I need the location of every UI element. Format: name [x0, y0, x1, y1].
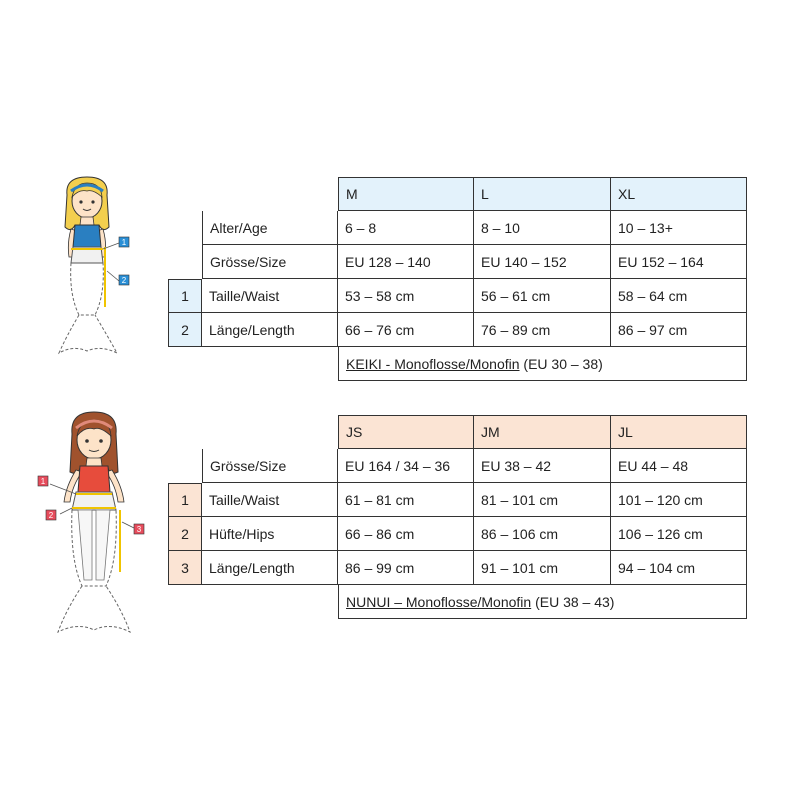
- table-cell: 58 – 64 cm: [611, 279, 747, 313]
- svg-text:3: 3: [136, 525, 142, 534]
- row-label: Hüfte/Hips: [202, 517, 338, 551]
- product-caption: NUNUI – Monoflosse/Monofin (EU 38 – 43): [338, 585, 747, 619]
- row-label: Grösse/Size: [202, 449, 338, 483]
- row-number: 1: [168, 279, 202, 313]
- row-number: 3: [168, 551, 202, 585]
- size-header: JL: [611, 415, 747, 449]
- size-header: XL: [611, 177, 747, 211]
- table-cell: 86 – 99 cm: [338, 551, 474, 585]
- nunui-mermaid-figure: [30, 410, 160, 640]
- table-cell: EU 152 – 164: [611, 245, 747, 279]
- table-cell: 81 – 101 cm: [474, 483, 611, 517]
- table-cell: 106 – 126 cm: [611, 517, 747, 551]
- table-cell: EU 164 / 34 – 36: [338, 449, 474, 483]
- table-cell: 94 – 104 cm: [611, 551, 747, 585]
- row-label: Taille/Waist: [202, 483, 338, 517]
- svg-text:1: 1: [40, 477, 46, 486]
- table-cell: 6 – 8: [338, 211, 474, 245]
- table-cell: EU 38 – 42: [474, 449, 611, 483]
- table-cell: 56 – 61 cm: [474, 279, 611, 313]
- row-number: 1: [168, 483, 202, 517]
- table-cell: 61 – 81 cm: [338, 483, 474, 517]
- table-cell: 91 – 101 cm: [474, 551, 611, 585]
- size-header: L: [474, 177, 611, 211]
- table-cell: 8 – 10: [474, 211, 611, 245]
- row-number: 2: [168, 313, 202, 347]
- table-cell: 66 – 86 cm: [338, 517, 474, 551]
- svg-text:2: 2: [48, 511, 54, 520]
- table-cell: 86 – 97 cm: [611, 313, 747, 347]
- table-cell: 53 – 58 cm: [338, 279, 474, 313]
- row-label: Taille/Waist: [202, 279, 338, 313]
- svg-text:2: 2: [121, 276, 127, 285]
- keiki-mermaid-figure: [45, 175, 155, 360]
- nunui-size-table: [168, 415, 747, 619]
- table-cell: 10 – 13+: [611, 211, 747, 245]
- product-link[interactable]: NUNUI – Monoflosse/Monofin: [346, 593, 532, 610]
- row-label: Alter/Age: [202, 211, 338, 245]
- table-cell: EU 44 – 48: [611, 449, 747, 483]
- product-caption: KEIKI - Monoflosse/Monofin (EU 30 – 38): [338, 347, 747, 381]
- table-cell: 86 – 106 cm: [474, 517, 611, 551]
- table-cell: 76 – 89 cm: [474, 313, 611, 347]
- row-label: Grösse/Size: [202, 245, 338, 279]
- product-link[interactable]: KEIKI - Monoflosse/Monofin: [346, 355, 520, 372]
- table-cell: EU 140 – 152: [474, 245, 611, 279]
- svg-text:1: 1: [121, 238, 127, 247]
- row-label: Länge/Length: [202, 551, 338, 585]
- table-cell: EU 128 – 140: [338, 245, 474, 279]
- size-header: M: [338, 177, 474, 211]
- table-cell: 66 – 76 cm: [338, 313, 474, 347]
- row-label: Länge/Length: [202, 313, 338, 347]
- size-header: JM: [474, 415, 611, 449]
- size-header: JS: [338, 415, 474, 449]
- keiki-size-table: [168, 177, 747, 381]
- row-number: 2: [168, 517, 202, 551]
- table-cell: 101 – 120 cm: [611, 483, 747, 517]
